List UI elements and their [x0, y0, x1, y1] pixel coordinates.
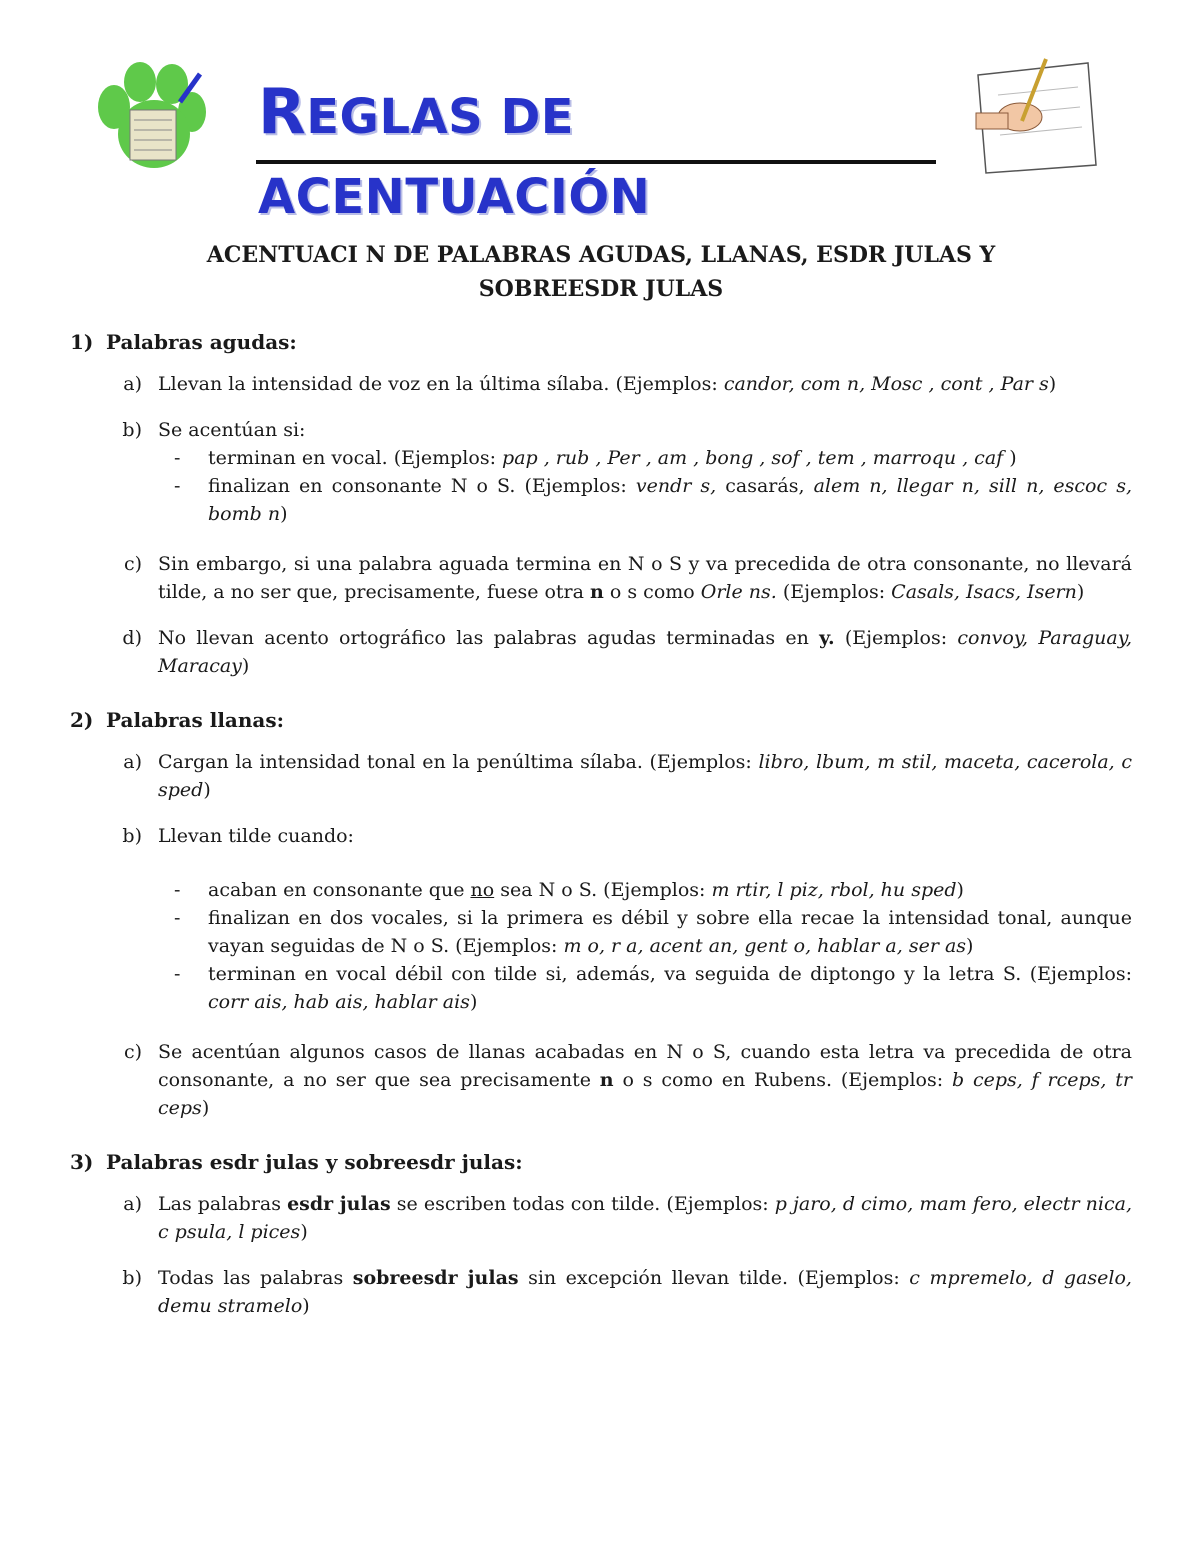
rule-text: Sin embargo, si una palabra aguada termina en N o S y va precedida de otra consonante, no llevará tilde, a no ser que, precisamente, fuese otra: [158, 553, 1132, 603]
rule-text: finalizan en dos vocales, si la primera es débil y sobre ella recae la intensidad tonal, aunque vayan seguidas de N o S. (Ejemplos:: [208, 907, 1132, 957]
examples: p jaro, d cimo, mam fero, electr nica, c psula, l pices: [158, 1193, 1132, 1243]
item-text: Se acentúan algunos casos de llanas acabadas en N o S, cuando esta letra va precedida de otra consonante, a no ser que sea precisamente n o s como en Rubens. (Ejemplos: b ceps, f rceps, tr ceps): [158, 1041, 1132, 1119]
title-rest: EGLAS DE: [306, 89, 575, 145]
examples: convoy, Paraguay, Maracay: [158, 627, 1132, 677]
examples: libro, lbum, m stil, maceta, cacerola, c sped: [158, 751, 1133, 801]
rule-text: acaban en consonante que: [208, 879, 471, 901]
title-underline: [256, 160, 936, 164]
rule-text: como en Rubens. (Ejemplos:: [652, 1069, 952, 1091]
item-label: c): [123, 553, 142, 575]
letter-s: s: [627, 581, 638, 603]
connector: o: [613, 1069, 643, 1091]
item-label: b): [122, 419, 142, 441]
rule-text: Llevan la intensidad de voz en la última sílaba. (Ejemplos:: [158, 373, 724, 395]
item-text: Cargan la intensidad tonal en la penúltima sílaba. (Ejemplos: libro, lbum, m stil, maceta, cacerola, c sped): [158, 751, 1133, 801]
rule-text: No llevan acento ortográfico las palabras agudas terminadas en: [158, 627, 820, 649]
document-subtitle: [70, 238, 1132, 306]
bold-term: sobreesdr julas: [352, 1267, 519, 1289]
letter-n: n: [599, 1069, 614, 1091]
subtitle-line-1: ACENTUACI N DE PALABRAS AGUDAS, LLANAS, ESDR JULAS Y: [206, 242, 996, 268]
bold-term: esdr julas: [287, 1193, 391, 1215]
rule-text: Cargan la intensidad tonal en la penúltima sílaba. (Ejemplos:: [158, 751, 759, 773]
list-item: [70, 416, 1132, 444]
sub-list-item: - finalizan en dos vocales, si la primera es débil y sobre ella recae la intensidad tonal, aunque vayan seguidas de N o S. (Ejemplos: m o, r a, acent an, gent o, hablar a, ser as): [174, 907, 1132, 957]
example-word: Orle ns.: [700, 581, 777, 603]
rule-text: se escriben todas con tilde. (Ejemplos:: [390, 1193, 775, 1215]
letter-n: n: [590, 581, 604, 603]
rule-text: terminan en vocal débil con tilde si, además, va seguida de diptongo y la letra S. (Ejemplos:: [208, 963, 1132, 985]
examples-label: (Ejemplos:: [776, 581, 892, 603]
item-text: No llevan acento ortográfico las palabras agudas terminadas en y. (Ejemplos: convoy, Paraguay, Maracay): [158, 627, 1132, 677]
connector: como: [637, 581, 701, 603]
rule-text: sea N o S. (Ejemplos:: [494, 879, 712, 901]
list-item: [70, 1190, 1132, 1246]
item-text: [158, 416, 1132, 444]
sub-list-item: - terminan en vocal débil con tilde si, además, va seguida de diptongo y la letra S. (Ejemplos: corr ais, hab ais, hablar ais): [174, 963, 1132, 1013]
examples: Casals, Isacs, Isern: [891, 581, 1077, 603]
section-number: 3): [70, 1150, 94, 1174]
rule-text: sin excepción llevan tilde. (Ejemplos:: [518, 1267, 910, 1289]
underlined-word: no: [470, 879, 495, 901]
example-plain: casarás,: [716, 475, 814, 497]
item-label: b): [122, 825, 142, 847]
item-text: [158, 822, 1132, 850]
rule-text: Llevan tilde cuando:: [158, 825, 354, 847]
rule-text: Todas las palabras: [158, 1267, 353, 1289]
section-title: Palabras esdr julas y sobreesdr julas:: [106, 1150, 523, 1174]
item-text: Llevan la intensidad de voz en la última sílaba. (Ejemplos: candor, com n, Mosc , cont , Par s): [158, 373, 1057, 395]
examples: vendr s,: [635, 475, 717, 497]
examples: candor, com n, Mosc , cont , Par s: [723, 373, 1049, 395]
paw-logo-icon: [92, 62, 212, 172]
title-initial: R: [258, 75, 307, 148]
sub-list-item: - terminan en vocal. (Ejemplos: pap , rub , Per , am , bong , sof , tem , marroqu , caf ): [174, 447, 1017, 469]
examples: alem n, llegar n, sill n, escoc s, bomb n: [208, 475, 1133, 525]
list-item: [70, 624, 1132, 680]
list-item: [70, 370, 1132, 398]
examples-label: (Ejemplos:: [834, 627, 958, 649]
examples: m rtir, l piz, rbol, hu sped: [711, 879, 957, 901]
sub-list: [70, 444, 1132, 528]
section-llanas-heading: [70, 706, 1132, 734]
letter-y: y.: [819, 627, 835, 649]
connector: o: [603, 581, 628, 603]
title-word: ACENTUACIÓN: [258, 169, 651, 225]
document-body: [70, 238, 1132, 1338]
section-esdrujulas-heading: [70, 1148, 1132, 1176]
rule-text: Se acentúan algunos casos de llanas acabadas en N o S, cuando esta letra va precedida de otra consonante, a no ser que sea precisamente: [158, 1041, 1132, 1091]
page-header: [0, 0, 1200, 225]
list-item: [70, 822, 1132, 850]
item-text: Todas las palabras sobreesdr julas sin excepción llevan tilde. (Ejemplos: c mpremelo, d gaselo, demu stramelo): [158, 1267, 1132, 1317]
item-text: Sin embargo, si una palabra aguada termina en N o S y va precedida de otra consonante, no llevará tilde, a no ser que, precisamente, fuese otra n o s como Orle ns. (Ejemplos: Casals, Isacs, Isern): [158, 553, 1132, 603]
list-item: [70, 550, 1132, 606]
item-text: Las palabras esdr julas se escriben todas con tilde. (Ejemplos: p jaro, d cimo, mam fero, electr nica, c psula, l pices): [158, 1193, 1132, 1243]
section-title: Palabras llanas:: [106, 708, 285, 732]
rule-text: Las palabras: [158, 1193, 288, 1215]
page-title: [258, 72, 938, 237]
list-item: [70, 748, 1132, 804]
item-label: d): [122, 627, 142, 649]
item-label: a): [123, 1193, 142, 1215]
list-item: [70, 1264, 1132, 1320]
item-label: a): [123, 751, 142, 773]
section-number: 1): [70, 330, 94, 354]
item-label: b): [122, 1267, 142, 1289]
rule-text: finalizan en consonante N o S. (Ejemplos:: [208, 475, 636, 497]
examples: corr ais, hab ais, hablar ais: [208, 991, 470, 1013]
examples: b ceps, f rceps, tr ceps: [158, 1069, 1132, 1119]
subtitle-line-2: SOBREESDR JULAS: [478, 276, 724, 302]
item-label: a): [123, 373, 142, 395]
section-title: Palabras agudas:: [106, 330, 297, 354]
section-number: 2): [70, 708, 94, 732]
sub-list: [70, 876, 1132, 1016]
writing-hand-icon: [968, 55, 1103, 177]
rule-text: Se acentúan si:: [158, 419, 306, 441]
letter-s: s: [642, 1069, 653, 1091]
section-agudas-heading: [70, 328, 1132, 356]
sub-list-item: - acaban en consonante que no sea N o S. (Ejemplos: m rtir, l piz, rbol, hu sped): [174, 879, 964, 901]
rule-text: terminan en vocal. (Ejemplos:: [208, 447, 503, 469]
item-label: c): [123, 1041, 142, 1063]
sub-list-item: - finalizan en consonante N o S. (Ejemplos: vendr s, casarás, alem n, llegar n, sill n, escoc s, bomb n): [174, 475, 1133, 525]
examples: c mpremelo, d gaselo, demu stramelo: [158, 1267, 1132, 1317]
examples: pap , rub , Per , am , bong , sof , tem , marroqu , caf: [502, 447, 1010, 469]
list-item: [70, 1038, 1132, 1122]
examples: m o, r a, acent an, gent o, hablar a, ser as: [563, 935, 967, 957]
